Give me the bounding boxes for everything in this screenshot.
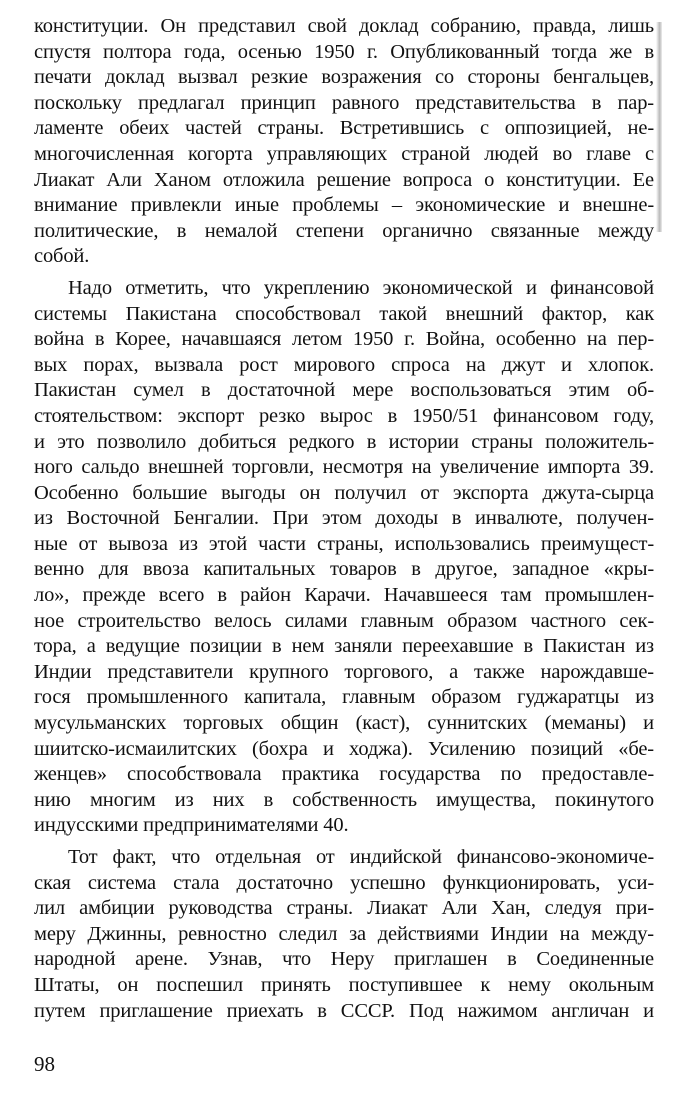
text-line: ламенте обеих частей страны. Встретившись с оппозицией, не- xyxy=(34,117,654,140)
text-line: вых порах, вызвала рост мирового спроса на джут и хлопок. xyxy=(34,353,654,376)
text-line: тора, а ведущие позиции в нем заняли переехавшие в Пакистан из xyxy=(34,635,654,658)
text-line: женцев» способствовала практика государства по предоставле- xyxy=(34,763,654,786)
text-line: шиитско-исмаилитских (бохра и ходжа). Усилению позиций «бе- xyxy=(34,737,654,760)
text-line: и это позволило добиться редкого в истории страны положитель- xyxy=(34,430,654,453)
text-line: ская система стала достаточно успешно функционировать, уси- xyxy=(34,871,654,894)
text-line: гося промышленного капитала, главным образом гуджаратцы из xyxy=(34,686,654,709)
text-line: ное строительство велось силами главным образом частного сек- xyxy=(34,609,654,632)
text-line: Пакистан сумел в достаточной мере воспользоваться этим об- xyxy=(34,379,654,402)
body-text xyxy=(34,14,654,1024)
paragraph xyxy=(34,845,654,1024)
text-line: мусульманских торговых общин (каст), суннитских (меманы) и xyxy=(34,712,654,735)
text-line: внимание привлекли иные проблемы – экономические и внешне- xyxy=(34,194,654,217)
text-line: спустя полтора года, осенью 1950 г. Опубликованный тогда же в xyxy=(34,40,654,63)
text-line: ного сальдо внешней торговли, несмотря на увеличение импорта 39. xyxy=(34,456,654,479)
text-line: нию многим из них в собственность имущества, покинутого xyxy=(34,788,654,811)
text-line: конституции. Он представил свой доклад собранию, правда, лишь xyxy=(34,15,654,37)
text-line: Индии представители крупного торгового, а также нарождавше- xyxy=(34,660,654,683)
text-line: ло», прежде всего в район Карачи. Начавшееся там промышлен- xyxy=(34,584,654,607)
paragraph xyxy=(34,276,654,839)
text-line: путем приглашение приехать в СССР. Под нажимом англичан и xyxy=(34,999,654,1022)
paragraph xyxy=(34,14,654,270)
text-line: многочисленная когорта управляющих страной людей во главе с xyxy=(34,142,654,165)
text-line: меру Джинны, ревностно следил за действиями Индии на между- xyxy=(34,922,654,945)
text-line: печати доклад вызвал резкие возражения со стороны бенгальцев, xyxy=(34,66,654,89)
text-line: собой. xyxy=(34,245,90,268)
text-line: индусскими предпринимателями 40. xyxy=(34,814,349,837)
text-line: Особенно большие выгоды он получил от экспорта джута-сырца xyxy=(34,481,654,504)
scan-edge-shadow xyxy=(656,22,662,232)
text-line: стоятельством: экспорт резко вырос в 1950/51 финансовом году, xyxy=(34,404,654,427)
text-line: лил амбиции руководства страны. Лиакат Али Хан, следуя при- xyxy=(34,897,654,920)
text-line: Штаты, он поспешил принять поступившее к нему окольным xyxy=(34,973,654,996)
text-line: Лиакат Али Ханом отложила решение вопроса о конституции. Ее xyxy=(34,168,654,191)
text-line: ные от вывоза из этой части страны, использовались преимущест- xyxy=(34,532,654,555)
text-line: Тот факт, что отдельная от индийской финансово-экономиче- xyxy=(68,846,654,868)
text-line: народной арене. Узнав, что Неру приглашен в Соединенные xyxy=(34,948,654,971)
text-line: из Восточной Бенгалии. При этом доходы в инвалюте, получен- xyxy=(34,507,654,530)
text-line: поскольку предлагал принцип равного представительства в пар- xyxy=(34,91,654,114)
text-line: Надо отметить, что укреплению экономической и финансовой xyxy=(68,276,654,299)
text-line: венно для ввоза капитальных товаров в другое, западное «кры- xyxy=(34,558,654,581)
page-number: 98 xyxy=(34,1052,55,1076)
text-line: системы Пакистана способствовал такой внешний фактор, как xyxy=(34,302,654,325)
text-line: политические, в немалой степени органично связанные между xyxy=(34,219,654,242)
text-line: война в Корее, начавшаяся летом 1950 г. Война, особенно на пер- xyxy=(34,328,654,351)
